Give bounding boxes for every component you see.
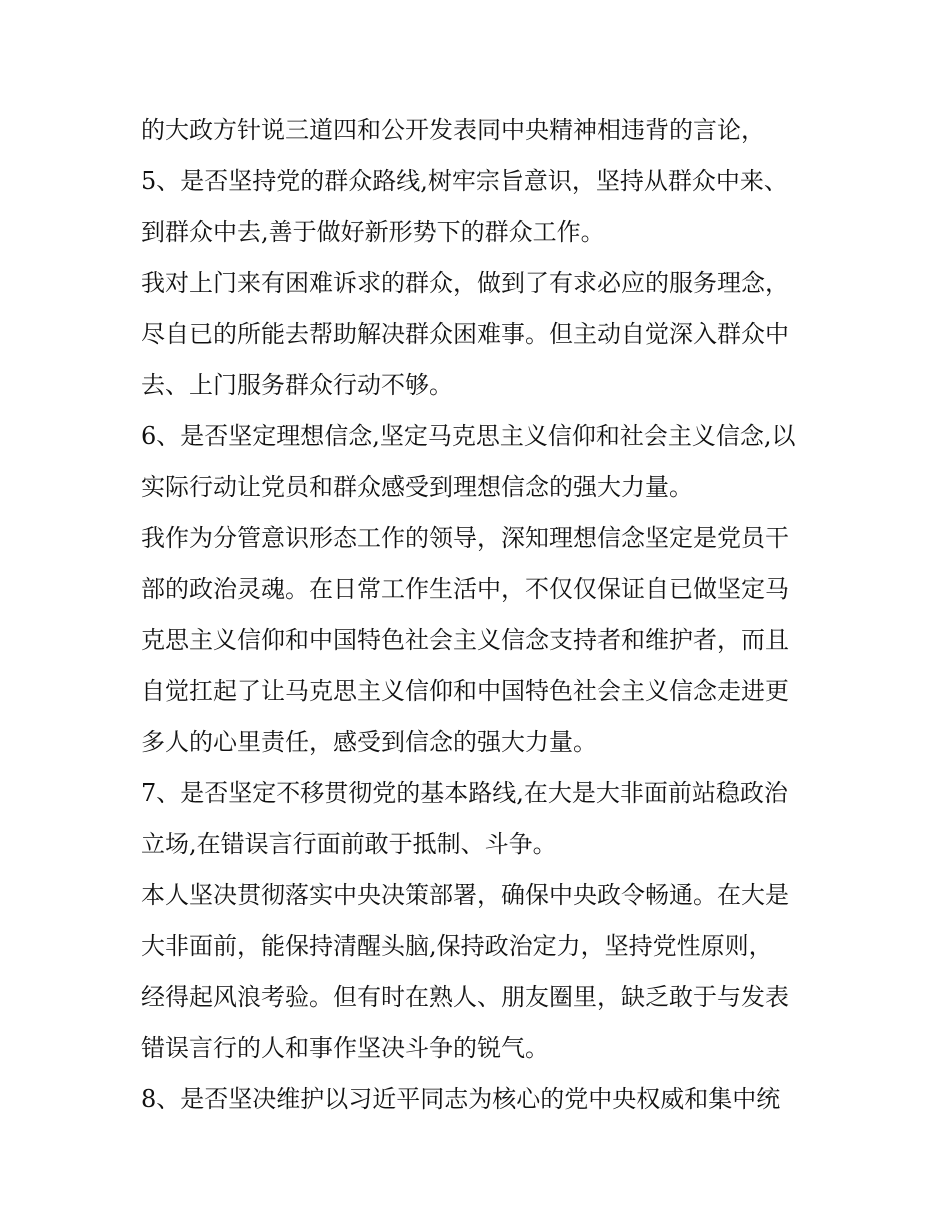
text-line: 经得起风浪考验。但有时在熟人、朋友圈里，缺乏敢于与发表: [141, 983, 789, 1011]
text-line: 6、是否坚定理想信念,坚定马克思主义信仰和社会主义信念,以: [141, 422, 796, 450]
text-line: 的大政方针说三道四和公开发表同中央精神相违背的言论，: [141, 116, 765, 144]
text-line: 我对上门来有困难诉求的群众，做到了有求必应的服务理念，: [141, 269, 789, 297]
text-line: 8、是否坚决维护以习近平同志为核心的党中央权威和集中统: [141, 1085, 781, 1113]
text-line: 去、上门服务群众行动不够。: [141, 371, 453, 399]
text-line: 5、是否坚持党的群众路线,树牢宗旨意识，坚持从群众中来、: [141, 167, 788, 195]
text-line: 部的政治灵魂。在日常工作生活中，不仅仅保证自已做坚定马: [141, 575, 789, 603]
text-line: 大非面前，能保持清醒头脑,保持政治定力，坚持党性原则，: [141, 932, 773, 960]
text-line: 本人坚决贯彻落实中央决策部署，确保中央政令畅通。在大是: [141, 881, 789, 909]
text-line: 错误言行的人和事作坚决斗争的锐气。: [141, 1034, 549, 1062]
text-line: 到群众中去,善于做好新形势下的群众工作。: [141, 218, 605, 246]
text-line: 克思主义信仰和中国特色社会主义信念支持者和维护者，而且: [141, 626, 789, 654]
text-line: 尽自已的所能去帮助解决群众困难事。但主动自觉深入群众中: [141, 320, 789, 348]
text-line: 立场,在错误言行面前敢于抵制、斗争。: [141, 830, 557, 858]
text-line: 7、是否坚定不移贯彻党的基本路线,在大是大非面前站稳政治: [141, 779, 788, 807]
text-line: 实际行动让党员和群众感受到理想信念的强大力量。: [141, 473, 693, 501]
text-line: 我作为分管意识形态工作的领导，深知理想信念坚定是党员干: [141, 524, 789, 552]
text-line: 自觉扛起了让马克思主义信仰和中国特色社会主义信念走进更: [141, 677, 789, 705]
text-line: 多人的心里责任，感受到信念的强大力量。: [141, 728, 597, 756]
